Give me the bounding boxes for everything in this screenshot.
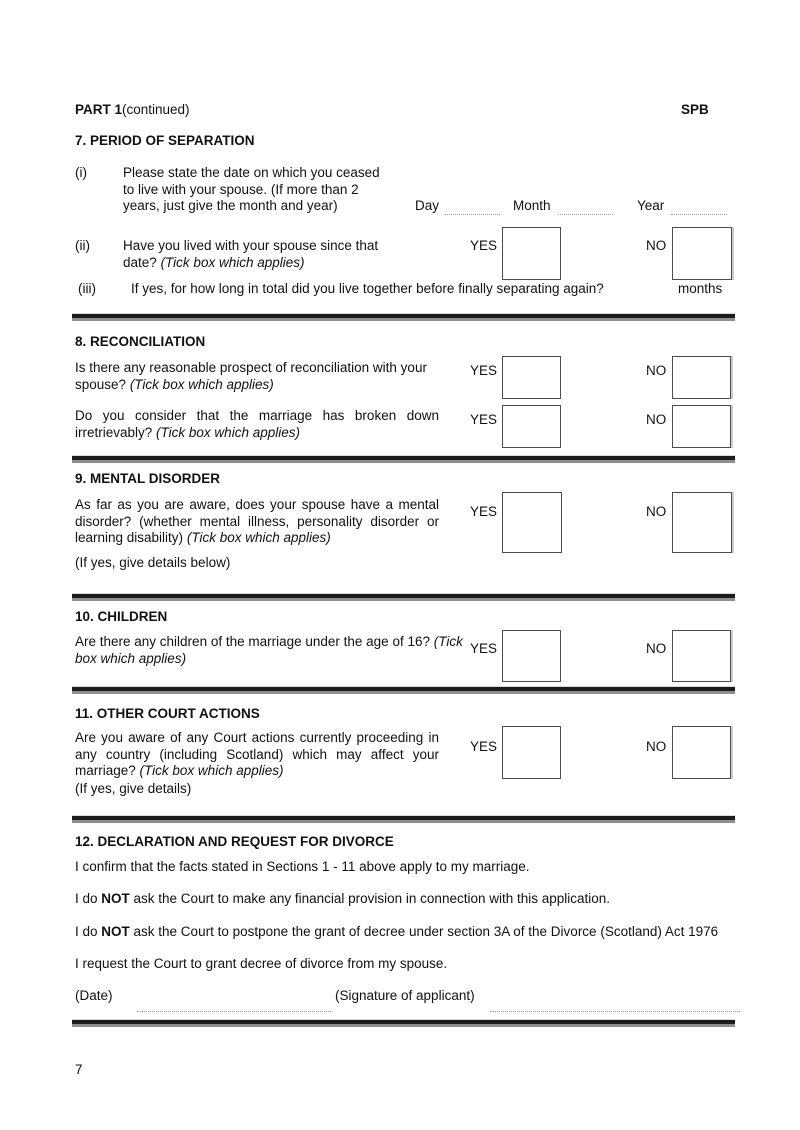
declaration-financial-post: ask the Court to make any financial provision in connection with this application.	[129, 891, 611, 906]
q11-tick-note: (Tick box which applies)	[139, 763, 284, 778]
day-input-line[interactable]	[445, 214, 500, 215]
declaration-financial	[75, 891, 735, 908]
q8a-yes-checkbox[interactable]	[502, 356, 561, 399]
day-label: Day	[415, 198, 440, 213]
declaration-financial-pre: I do	[75, 891, 102, 906]
q8a-text	[75, 360, 447, 393]
date-label: (Date)	[75, 988, 113, 1003]
q11-no-checkbox[interactable]	[672, 726, 731, 779]
section-divider	[72, 313, 735, 321]
months-label: months	[678, 281, 723, 296]
q7ii-text	[123, 238, 391, 271]
q9-question: As far as you are aware, does your spouse have a mental disorder? (whether mental illness, personality disorder or learning disability)	[75, 497, 439, 545]
q8a-no-checkbox[interactable]	[672, 356, 731, 399]
section-7-title: 7. PERIOD OF SEPARATION	[75, 133, 255, 148]
q9-text	[75, 497, 439, 547]
q11-question: Are you aware of any Court actions currently proceeding in any country (including Scotland) which may affect your marriage?	[75, 730, 439, 778]
q8a-no-label: NO	[646, 363, 667, 378]
q7ii-tick-note: (Tick box which applies)	[160, 254, 305, 270]
header-part-label	[75, 102, 190, 119]
q8b-yes-label: YES	[470, 412, 498, 427]
declaration-postpone	[75, 924, 755, 941]
part-number: PART 1	[75, 102, 123, 117]
q10-yes-checkbox[interactable]	[502, 630, 561, 682]
q8a-tick-note: (Tick box which applies)	[129, 376, 274, 392]
q8b-no-label: NO	[646, 412, 667, 427]
q7ii-yes-checkbox[interactable]	[502, 227, 561, 280]
section-divider	[72, 1019, 735, 1027]
declaration-postpone-not: NOT	[101, 924, 130, 939]
section-9-title: 9. MENTAL DISORDER	[75, 471, 221, 486]
section-divider	[72, 455, 735, 463]
page-number: 7	[75, 1062, 83, 1077]
q8b-yes-checkbox[interactable]	[502, 405, 561, 448]
q11-yes-checkbox[interactable]	[502, 726, 561, 779]
q7iii-number: (iii)	[78, 281, 96, 296]
q7ii-no-label: NO	[646, 238, 667, 253]
section-divider	[72, 686, 735, 694]
month-input-line[interactable]	[558, 214, 613, 215]
q10-no-label: NO	[646, 641, 667, 656]
q10-no-checkbox[interactable]	[672, 630, 731, 682]
q11-details-note: (If yes, give details)	[75, 781, 192, 796]
q10-tick-note: (Tick box which applies)	[75, 634, 463, 666]
q7ii-question: Have you lived with your spouse since that date?	[123, 238, 379, 270]
part-continued: (continued)	[122, 102, 190, 117]
q11-yes-label: YES	[470, 739, 498, 754]
q8b-question: Do you consider that the marriage has broken down irretrievably?	[75, 408, 439, 440]
date-input-line[interactable]	[137, 1011, 331, 1012]
q9-yes-label: YES	[470, 504, 498, 519]
section-divider	[72, 593, 735, 601]
year-label: Year	[637, 198, 665, 213]
q9-no-label: NO	[646, 504, 667, 519]
declaration-confirm: I confirm that the facts stated in Sections 1 - 11 above apply to my marriage.	[75, 859, 530, 874]
q9-tick-note: (Tick box which applies)	[186, 530, 331, 545]
section-11-title: 11. OTHER COURT ACTIONS	[75, 706, 260, 721]
q11-text	[75, 730, 439, 780]
section-10-title: 10. CHILDREN	[75, 609, 168, 624]
declaration-request: I request the Court to grant decree of divorce from my spouse.	[75, 956, 448, 971]
q8b-tick-note: (Tick box which applies)	[156, 424, 300, 440]
q9-no-checkbox[interactable]	[672, 492, 732, 553]
year-input-line[interactable]	[671, 214, 727, 215]
q7ii-yes-label: YES	[470, 238, 498, 253]
q7ii-number: (ii)	[75, 238, 90, 253]
declaration-postpone-post: ask the Court to postpone the grant of decree under section 3A of the Divorce (Scotland) Act 1976	[129, 924, 719, 939]
declaration-financial-not: NOT	[101, 891, 130, 906]
section-divider	[72, 815, 735, 823]
q9-details-note: (If yes, give details below)	[75, 555, 231, 570]
q7i-number: (i)	[75, 165, 87, 180]
form-code: SPB	[681, 102, 709, 117]
q7iii-text: If yes, for how long in total did you live together before finally separating again?	[131, 281, 604, 296]
q11-no-label: NO	[646, 739, 667, 754]
q8b-no-checkbox[interactable]	[672, 405, 731, 448]
signature-label: (Signature of applicant)	[335, 988, 475, 1003]
q10-text	[75, 634, 467, 667]
q10-question: Are there any children of the marriage under the age of 16?	[75, 634, 430, 649]
q7ii-no-checkbox[interactable]	[672, 227, 732, 280]
declaration-postpone-pre: I do	[75, 924, 102, 939]
q7i-text: Please state the date on which you ceased to live with your spouse. (If more than 2 years, just give the month and year)	[123, 165, 380, 213]
q9-yes-checkbox[interactable]	[502, 492, 562, 553]
q8a-question: Is there any reasonable prospect of reconciliation with your spouse?	[75, 360, 427, 392]
q10-yes-label: YES	[470, 641, 498, 656]
section-8-title: 8. RECONCILIATION	[75, 334, 206, 349]
section-12-title: 12. DECLARATION AND REQUEST FOR DIVORCE	[75, 834, 394, 849]
q8a-yes-label: YES	[470, 363, 498, 378]
month-label: Month	[513, 198, 551, 213]
q8b-text	[75, 408, 439, 441]
signature-input-line[interactable]	[490, 1011, 740, 1012]
